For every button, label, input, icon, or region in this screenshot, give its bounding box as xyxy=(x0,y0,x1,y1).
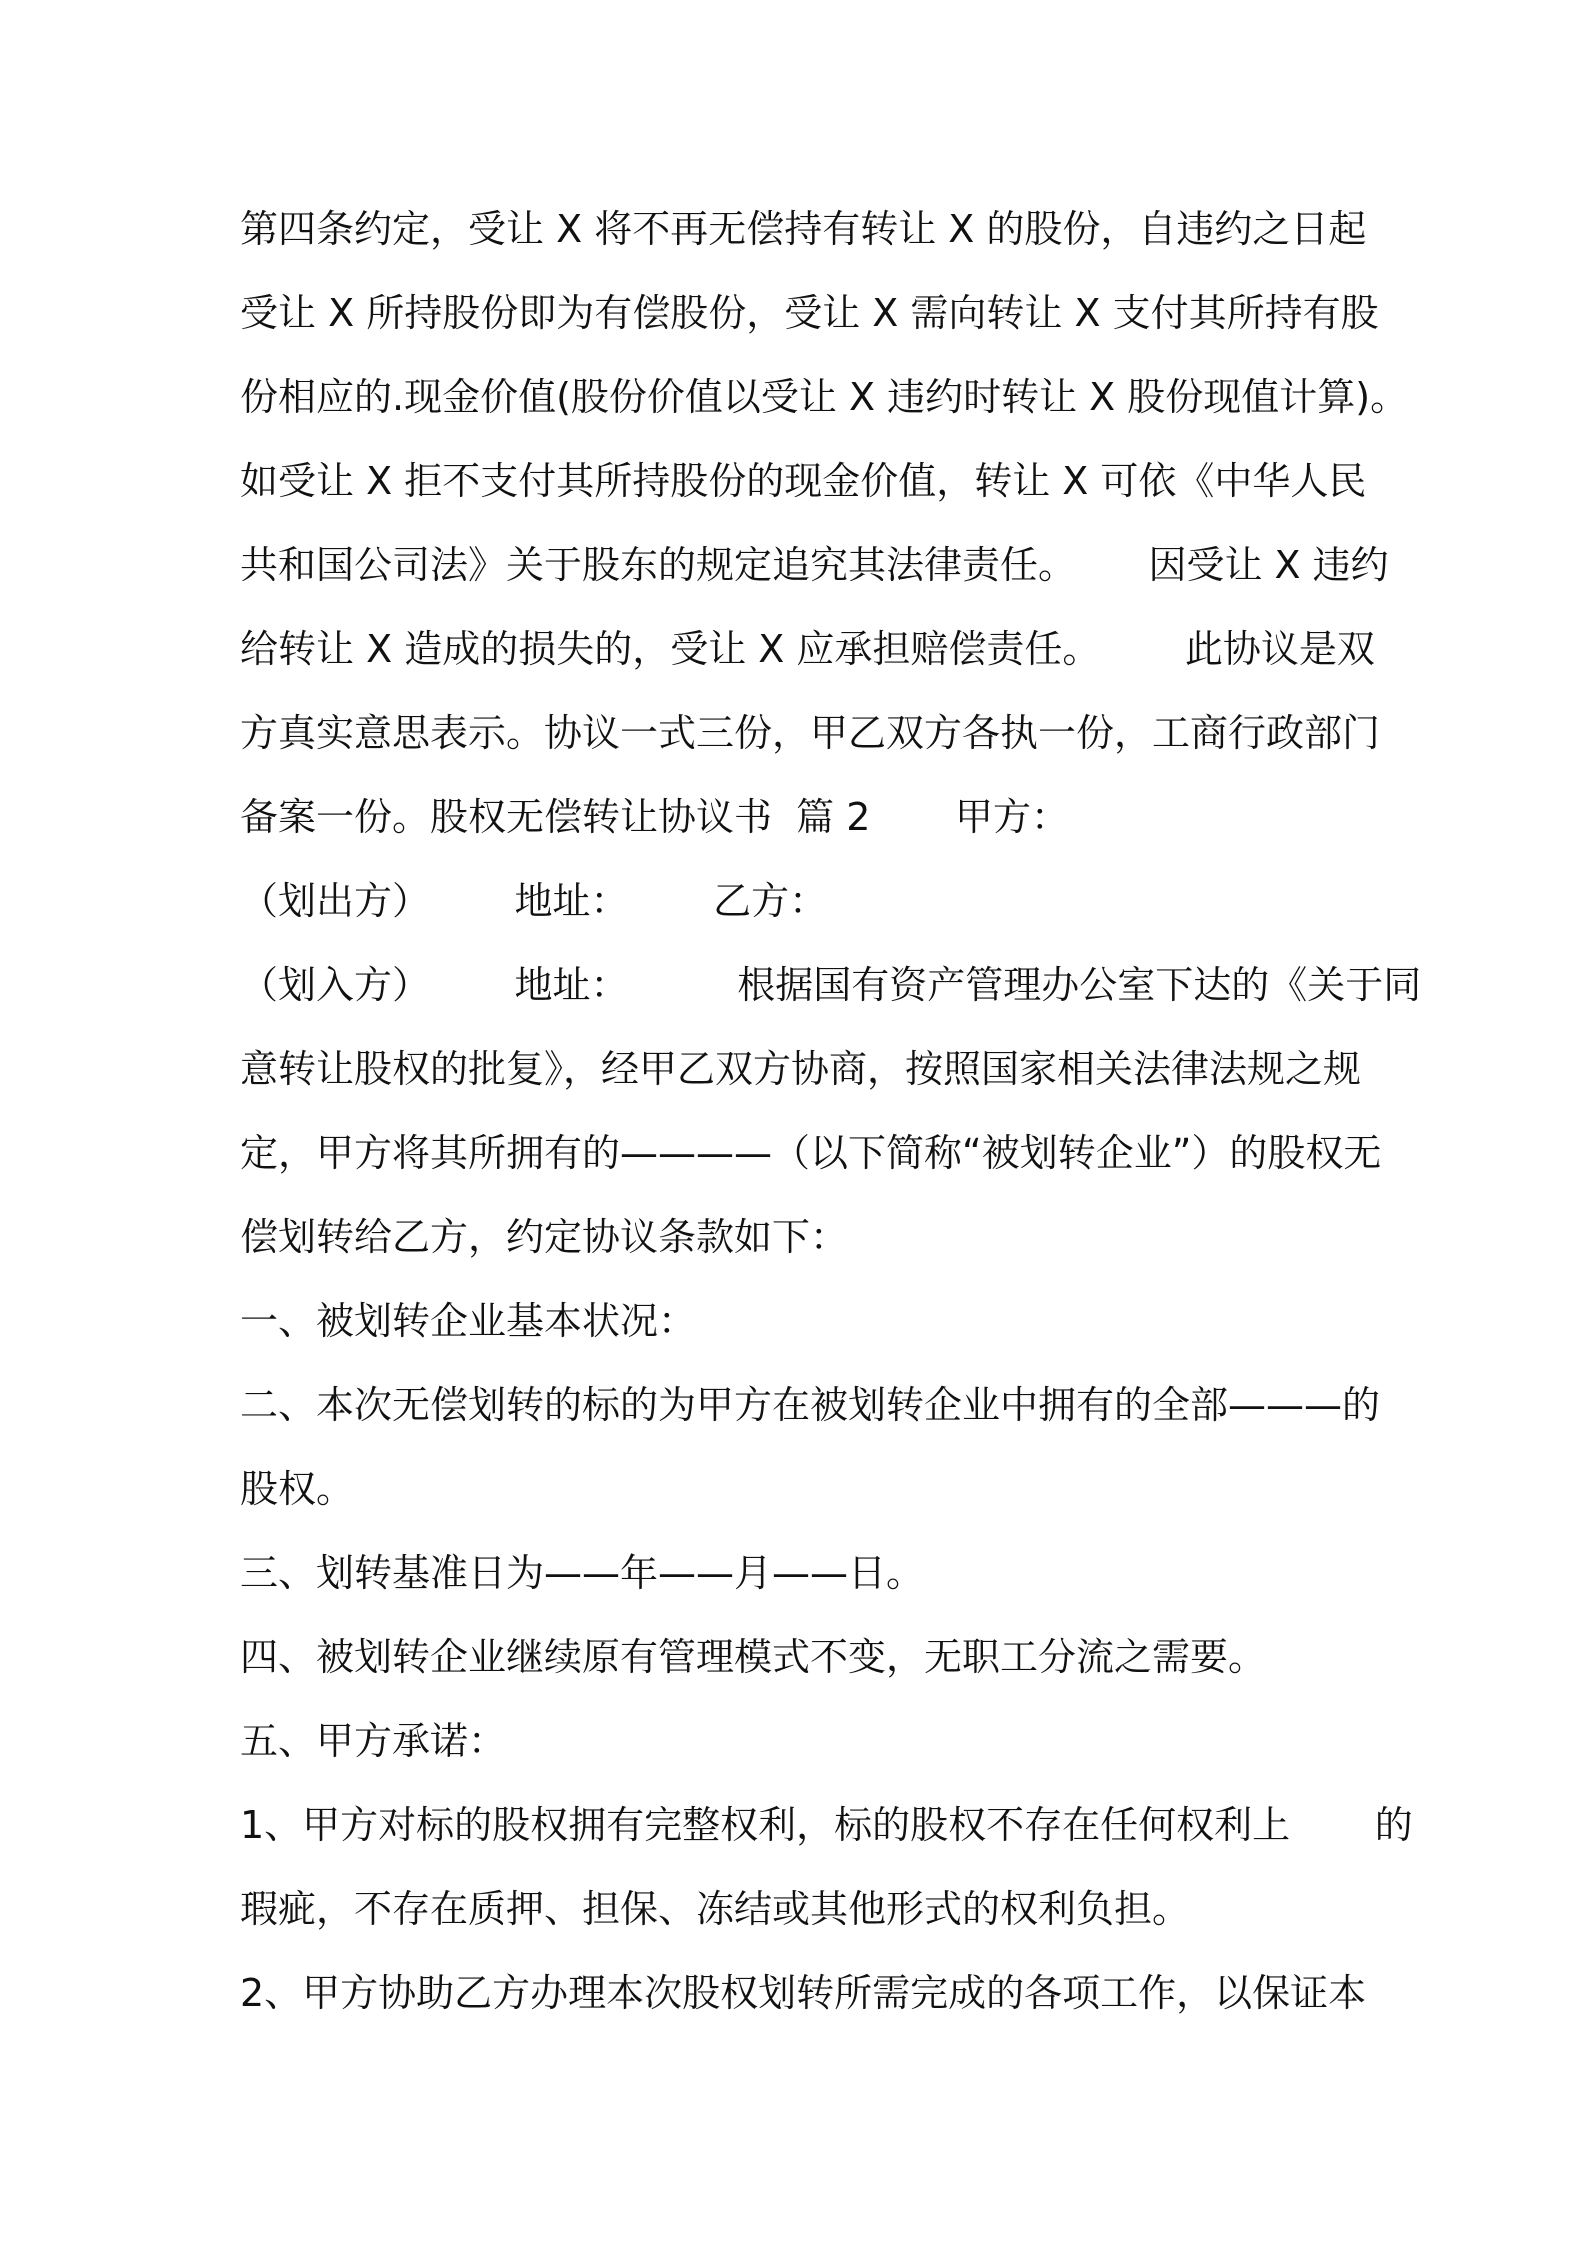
text-line-9: （划出方） 地址： 乙方： xyxy=(240,879,828,923)
text-line-6: 给转让 X 造成的损失的，受让 X 应承担赔偿责任。 此协议是双 xyxy=(240,627,1375,671)
text-line-13: 偿划转给乙方，约定协议条款如下： xyxy=(240,1215,849,1259)
text-line-20: 1、甲方对标的股权拥有完整权利，标的股权不存在任何权利上 的 xyxy=(240,1803,1413,1847)
text-line-21: 瑕疵，不存在质押、担保、冻结或其他形式的权利负担。 xyxy=(240,1887,1191,1931)
text-line-10: （划入方） 地址： 根据国有资产管理办公室下达的《关于同 xyxy=(240,963,1422,1007)
text-line-18: 四、被划转企业继续原有管理模式不变，无职工分流之需要。 xyxy=(240,1635,1267,1679)
text-line-12: 定，甲方将其所拥有的————（以下简称“被划转企业”）的股权无 xyxy=(240,1131,1382,1175)
text-line-8: 备案一份。股权无偿转让协议书 篇 2 甲方： xyxy=(240,795,1069,839)
text-line-5: 共和国公司法》关于股东的规定追究其法律责任。 因受让 X 违约 xyxy=(240,543,1389,587)
text-line-14: 一、被划转企业基本状况： xyxy=(240,1299,697,1343)
text-line-11: 意转让股权的批复》，经甲乙双方协商，按照国家相关法律法规之规 xyxy=(240,1047,1362,1091)
text-line-15: 二、本次无偿划转的标的为甲方在被划转企业中拥有的全部———的 xyxy=(240,1383,1381,1427)
text-line-17: 三、划转基准日为——年——月——日。 xyxy=(240,1551,925,1595)
text-line-7: 方真实意思表示。协议一式三份，甲乙双方各执一份，工商行政部门 xyxy=(240,711,1381,755)
text-line-3: 份相应的.现金价值(股份价值以受让 X 违约时转让 X 股份现值计算)。 xyxy=(240,375,1409,419)
text-line-2: 受让 X 所持股份即为有偿股份，受让 X 需向转让 X 支付其所持有股 xyxy=(240,291,1379,335)
text-line-16: 股权。 xyxy=(240,1467,355,1511)
text-line-1: 第四条约定，受让 X 将不再无偿持有转让 X 的股份，自违约之日起 xyxy=(240,207,1367,251)
text-line-19: 五、甲方承诺： xyxy=(240,1719,507,1763)
text-line-22: 2、甲方协助乙方办理本次股权划转所需完成的各项工作，以保证本 xyxy=(240,1971,1367,2015)
text-line-4: 如受让 X 拒不支付其所持股份的现金价值，转让 X 可依《中华人民 xyxy=(240,459,1367,503)
